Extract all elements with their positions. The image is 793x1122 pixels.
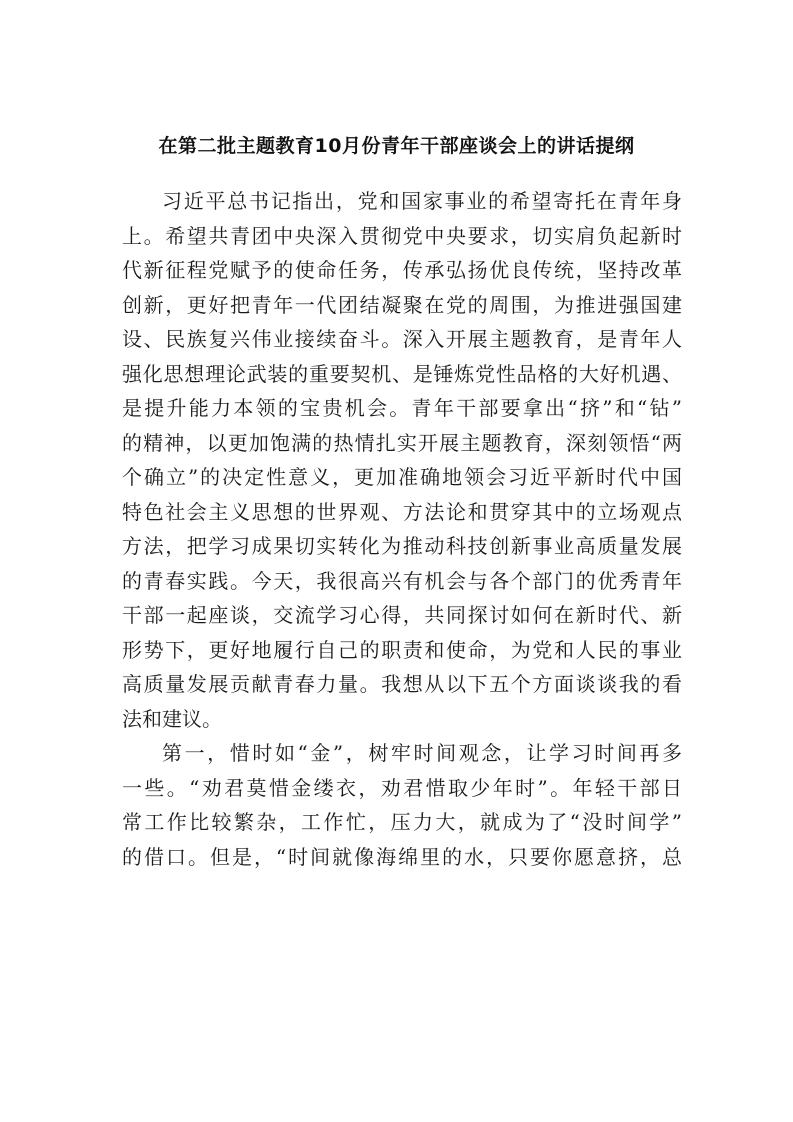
paragraph-line: 的借口。但是，“时间就像海绵里的水，只要你愿意挤，总: [122, 844, 682, 869]
paragraph-line: 习近平总书记指出，党和国家事业的希望寄托在青年身: [162, 189, 682, 213]
paragraph-line: 个确立”的决定性意义，更加准确地领会习近平新时代中国: [122, 465, 682, 489]
paragraph-2: [122, 736, 682, 874]
document-title: 在第二批主题教育10月份青年干部座谈会上的讲话提纲: [158, 135, 635, 157]
paragraph-line: 的精神，以更加饱满的热情扎实开展主题教育，深刻领悟“两: [122, 430, 682, 455]
paragraph-line: 干部一起座谈，交流学习心得，共同探讨如何在新时代、新: [122, 603, 682, 627]
paragraph-line: 方法，把学习成果切实转化为推动科技创新事业高质量发展: [122, 534, 682, 558]
paragraph-line: 高质量发展贡献青春力量。我想从以下五个方面谈谈我的看: [122, 672, 682, 696]
paragraph-line: 是提升能力本领的宝贵机会。青年干部要拿出“挤”和“钻”: [122, 396, 682, 420]
paragraph-line: 设、民族复兴伟业接续奋斗。深入开展主题教育，是青年人: [122, 327, 682, 351]
document-body: [122, 184, 682, 874]
paragraph-line: 强化思想理论武装的重要契机、是锤炼党性品格的大好机遇、: [122, 361, 682, 386]
paragraph-line: 特色社会主义思想的世界观、方法论和贯穿其中的立场观点: [122, 499, 682, 524]
paragraph-line: 代新征程党赋予的使命任务，传承弘扬优良传统，坚持改革: [122, 258, 682, 282]
paragraph-line: 法和建议。: [122, 706, 222, 731]
paragraph-line: 形势下，更好地履行自己的职责和使命，为党和人民的事业: [122, 637, 682, 662]
paragraph-line: 创新，更好把青年一代团结凝聚在党的周围，为推进强国建: [122, 292, 682, 317]
paragraph-1: [122, 184, 682, 736]
paragraph-line: 上。希望共青团中央深入贯彻党中央要求，切实肩负起新时: [122, 223, 682, 248]
paragraph-line: 的青春实践。今天，我很高兴有机会与各个部门的优秀青年: [122, 568, 682, 593]
paragraph-line: 一些。“劝君莫惜金缕衣，劝君惜取少年时”。年轻干部日: [122, 775, 682, 800]
paragraph-line: 常工作比较繁杂，工作忙，压力大，就成为了“没时间学”: [122, 810, 682, 834]
paragraph-line: 第一，惜时如“金”，树牢时间观念，让学习时间再多: [162, 741, 682, 765]
